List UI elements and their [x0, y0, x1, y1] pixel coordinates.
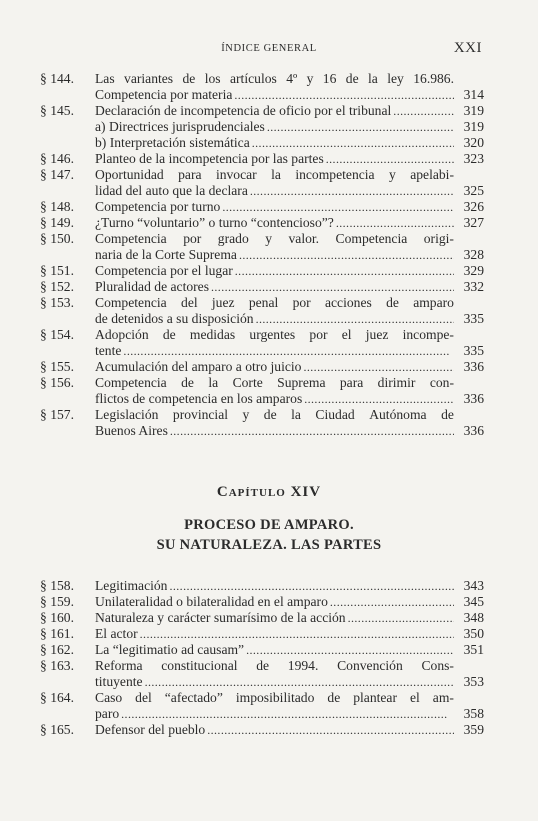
dot-leader	[145, 674, 454, 690]
dot-leader	[207, 722, 454, 738]
entry-body	[95, 167, 484, 199]
section-number: § 158.	[40, 578, 74, 593]
entry-text: ¿Turno “voluntario” o turno “contencioso”?	[95, 215, 334, 230]
dot-leader	[267, 119, 454, 135]
entry-line	[95, 690, 484, 706]
section-number: § 150.	[40, 231, 74, 246]
entry-text: Unilateralidad o bilateralidad en el amparo	[95, 594, 328, 609]
dot-leader	[140, 626, 454, 642]
entry-page-number: 335	[463, 311, 484, 326]
entry-line	[95, 71, 484, 87]
entry-text: Competencia por el lugar	[95, 263, 233, 278]
chapter-title-line-1: PROCESO DE AMPARO.	[184, 517, 354, 533]
entry-body	[95, 594, 484, 610]
entry-body	[95, 578, 484, 594]
toc-entry	[40, 279, 484, 295]
entry-body	[95, 690, 484, 722]
entry-body	[95, 215, 484, 231]
dot-leader	[326, 151, 454, 167]
entry-line	[95, 610, 484, 626]
section-number: § 156.	[40, 375, 74, 390]
entry-text: tituyente	[95, 674, 143, 689]
entry-text: tente	[95, 343, 122, 358]
entry-line	[95, 87, 484, 103]
toc-entry	[40, 407, 484, 439]
entry-page-number: 327	[463, 215, 484, 230]
entry-line	[95, 706, 484, 722]
dot-leader	[330, 594, 454, 610]
entry-page-number: 359	[463, 722, 484, 737]
entry-text: paro	[95, 706, 120, 721]
entry-text: Legitimación	[95, 578, 168, 593]
entry-text: Caso del “afectado” imposibilitado de plantear el am-	[95, 690, 454, 705]
toc-bottom-list	[40, 578, 484, 738]
running-head-title: ÍNDICE GENERAL	[221, 43, 317, 54]
section-number: § 147.	[40, 167, 74, 182]
entry-line	[95, 343, 484, 359]
toc-entry	[40, 263, 484, 279]
entry-text: Competencia por turno	[95, 199, 221, 214]
entry-text: Buenos Aires	[95, 423, 168, 438]
entry-line	[95, 626, 484, 642]
section-number: § 157.	[40, 407, 74, 422]
entry-body	[95, 610, 484, 626]
toc-entry	[40, 578, 484, 594]
dot-leader	[169, 578, 454, 594]
entry-text: Naturaleza y carácter sumarísimo de la acción	[95, 610, 346, 625]
toc-top-list	[40, 71, 484, 439]
toc-entry	[40, 103, 484, 151]
section-number: § 153.	[40, 295, 74, 310]
section-number: § 160.	[40, 610, 74, 625]
entry-line	[95, 578, 484, 594]
entry-line	[95, 391, 484, 407]
section-number: § 149.	[40, 215, 74, 230]
dot-leader	[170, 423, 454, 439]
entry-page-number: 348	[463, 610, 484, 625]
entry-body	[95, 231, 484, 263]
entry-page-number: 323	[463, 151, 484, 166]
entry-page-number: 336	[463, 423, 484, 438]
entry-line	[95, 151, 484, 167]
dot-leader	[250, 183, 454, 199]
entry-line	[95, 594, 484, 610]
entry-body	[95, 151, 484, 167]
section-number: § 146.	[40, 151, 74, 166]
entry-page-number: 358	[463, 706, 484, 721]
entry-page-number: 325	[463, 183, 484, 198]
entry-line	[95, 722, 484, 738]
toc-entry	[40, 359, 484, 375]
entry-line	[95, 215, 484, 231]
entry-text: Pluralidad de actores	[95, 279, 209, 294]
entry-body	[95, 263, 484, 279]
entry-body	[95, 626, 484, 642]
dot-leader	[121, 706, 454, 722]
dot-leader	[246, 642, 454, 658]
chapter-heading	[0, 484, 538, 555]
toc-entry	[40, 642, 484, 658]
entry-body	[95, 658, 484, 690]
section-number: § 152.	[40, 279, 74, 294]
entry-page-number: 314	[463, 87, 484, 102]
entry-text: Competencia de la Corte Suprema para dirimir con-	[95, 375, 454, 390]
entry-line	[95, 167, 484, 183]
toc-entry	[40, 295, 484, 327]
entry-line	[95, 311, 484, 327]
dot-leader	[123, 343, 454, 359]
section-number: § 155.	[40, 359, 74, 374]
entry-line	[95, 279, 484, 295]
entry-page-number: 345	[463, 594, 484, 609]
toc-entry	[40, 375, 484, 407]
entry-text: Declaración de incompetencia de oficio por el tribunal	[95, 103, 392, 118]
entry-line	[95, 423, 484, 439]
entry-line	[95, 359, 484, 375]
entry-text: Acumulación del amparo a otro juicio	[95, 359, 302, 374]
entry-page-number: 343	[463, 578, 484, 593]
entry-page-number: 320	[463, 135, 484, 150]
section-number: § 144.	[40, 71, 74, 86]
dot-leader	[211, 279, 454, 295]
entry-body	[95, 103, 484, 151]
dot-leader	[256, 311, 454, 327]
section-number: § 145.	[40, 103, 74, 118]
entry-page-number: 335	[463, 343, 484, 358]
entry-line	[95, 674, 484, 690]
entry-text: de detenidos a su disposición	[95, 311, 254, 326]
entry-text: Adopción de medidas urgentes por el juez incompe-	[95, 327, 454, 342]
section-number: § 163.	[40, 658, 74, 673]
entry-page-number: 351	[463, 642, 484, 657]
toc-entry	[40, 215, 484, 231]
toc-entry	[40, 722, 484, 738]
entry-page-number: 319	[463, 103, 484, 118]
entry-line	[95, 247, 484, 263]
entry-text: flictos de competencia en los amparos	[95, 391, 303, 406]
entry-page-number: 336	[463, 391, 484, 406]
dot-leader	[393, 103, 454, 119]
entry-text: Oportunidad para invocar la incompetencia y apelabi-	[95, 167, 454, 182]
toc-entry	[40, 167, 484, 199]
dot-leader	[239, 247, 454, 263]
entry-line	[95, 327, 484, 343]
dot-leader	[235, 263, 454, 279]
entry-line	[95, 407, 484, 423]
entry-text: Las variantes de los artículos 4º y 16 de la ley 16.986.	[95, 71, 454, 86]
toc-entry	[40, 610, 484, 626]
entry-text: naria de la Corte Suprema	[95, 247, 237, 262]
dot-leader	[252, 135, 454, 151]
entry-text: Defensor del pueblo	[95, 722, 206, 737]
section-number: § 159.	[40, 594, 74, 609]
entry-line	[95, 199, 484, 215]
section-number: § 148.	[40, 199, 74, 214]
page-number: XXI	[453, 40, 482, 56]
entry-body	[95, 722, 484, 738]
section-number: § 161.	[40, 626, 74, 641]
entry-page-number: 329	[463, 263, 484, 278]
toc-entry	[40, 199, 484, 215]
entry-page-number: 336	[463, 359, 484, 374]
entry-line	[95, 119, 484, 135]
entry-page-number: 326	[463, 199, 484, 214]
toc-entry	[40, 594, 484, 610]
entry-text: b) Interpretación sistemática	[95, 135, 250, 150]
toc-entry	[40, 327, 484, 359]
entry-text: Legislación provincial y de la Ciudad Autónoma de	[95, 407, 454, 422]
running-head	[0, 40, 538, 60]
entry-text: Planteo de la incompetencia por las partes	[95, 151, 324, 166]
entry-page-number: 328	[463, 247, 484, 262]
entry-text: Competencia por materia	[95, 87, 233, 102]
entry-body	[95, 327, 484, 359]
entry-line	[95, 642, 484, 658]
entry-line	[95, 295, 484, 311]
toc-entry	[40, 71, 484, 103]
entry-body	[95, 199, 484, 215]
entry-body	[95, 359, 484, 375]
dot-leader	[304, 391, 454, 407]
entry-line	[95, 183, 484, 199]
entry-text: a) Directrices jurisprudenciales	[95, 119, 265, 134]
section-number: § 162.	[40, 642, 74, 657]
entry-line	[95, 135, 484, 151]
entry-line	[95, 231, 484, 247]
entry-text: Competencia del juez penal por acciones de amparo	[95, 295, 454, 310]
section-number: § 164.	[40, 690, 74, 705]
entry-body	[95, 642, 484, 658]
entry-page-number: 353	[463, 674, 484, 689]
entry-body	[95, 375, 484, 407]
entry-text: lidad del auto que la declara	[95, 183, 248, 198]
section-number: § 151.	[40, 263, 74, 278]
entry-text: Reforma constitucional de 1994. Convención Cons-	[95, 658, 454, 673]
chapter-title	[0, 515, 538, 555]
toc-entry	[40, 151, 484, 167]
dot-leader	[303, 359, 454, 375]
dot-leader	[234, 87, 454, 103]
entry-line	[95, 658, 484, 674]
entry-line	[95, 103, 484, 119]
entry-line	[95, 263, 484, 279]
entry-page-number: 350	[463, 626, 484, 641]
toc-entry	[40, 231, 484, 263]
toc-entry	[40, 658, 484, 690]
entry-text: La “legitimatio ad causam”	[95, 642, 245, 657]
entry-body	[95, 279, 484, 295]
entry-page-number: 332	[463, 279, 484, 294]
entry-text: El actor	[95, 626, 138, 641]
dot-leader	[348, 610, 454, 626]
entry-body	[95, 407, 484, 439]
toc-entry	[40, 626, 484, 642]
dot-leader	[222, 199, 454, 215]
section-number: § 165.	[40, 722, 74, 737]
entry-body	[95, 295, 484, 327]
section-number: § 154.	[40, 327, 74, 342]
toc-entry	[40, 690, 484, 722]
entry-line	[95, 375, 484, 391]
entry-page-number: 319	[463, 119, 484, 134]
chapter-title-line-2: SU NATURALEZA. LAS PARTES	[156, 537, 382, 553]
dot-leader	[336, 215, 454, 231]
entry-text: Competencia por grado y valor. Competencia origi-	[95, 231, 454, 246]
entry-body	[95, 71, 484, 103]
chapter-label: Capítulo XIV	[216, 484, 322, 500]
